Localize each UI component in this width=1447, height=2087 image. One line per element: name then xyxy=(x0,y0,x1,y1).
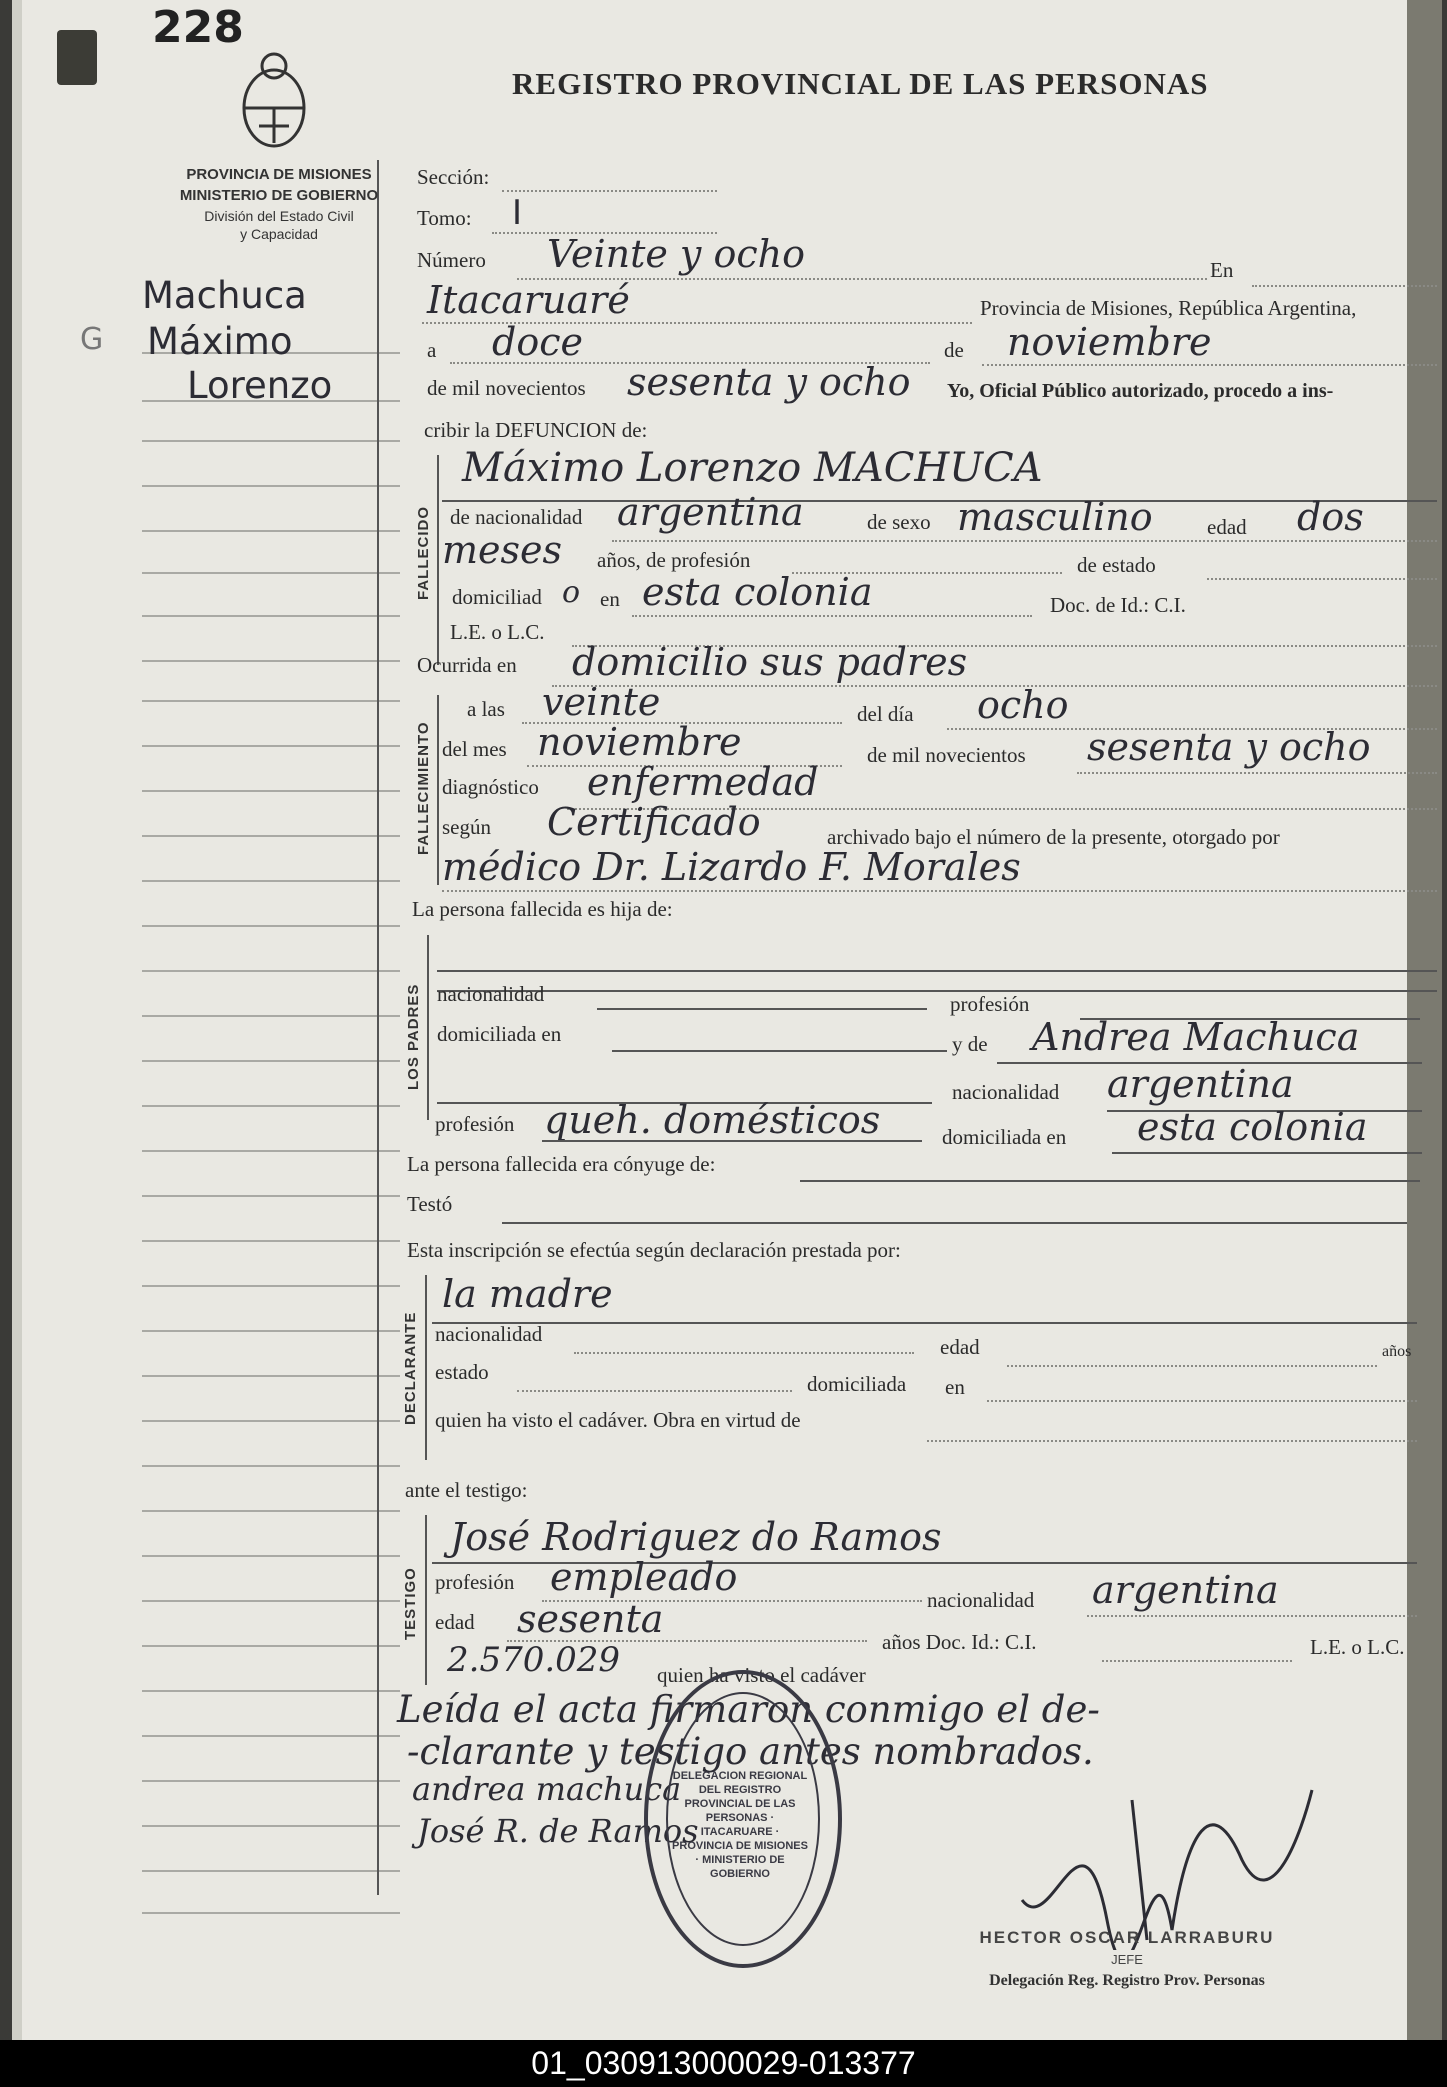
value-sexo: masculino xyxy=(957,495,1153,539)
value-testigo-profesion: empleado xyxy=(550,1555,738,1599)
label-sexo: de sexo xyxy=(867,510,931,534)
seal-text: DELEGACION REGIONAL DEL REGISTRO PROVINCIAL DE LAS PERSONAS · ITACARUARE · PROVINCIA DE MISIONES · MINISTERIO DE GOBIERNO xyxy=(672,1770,808,1880)
label-doc-id: Doc. de Id.: C.I. xyxy=(1050,593,1186,617)
label-diagnostico: diagnóstico xyxy=(442,775,539,799)
register-page xyxy=(12,0,1442,2040)
margin-first-name: Máximo xyxy=(147,320,293,363)
label-testo: Testó xyxy=(407,1192,453,1216)
label-ante-testigo: ante el testigo: xyxy=(405,1478,528,1502)
value-madre-profesion: queh. domésticos xyxy=(544,1098,881,1142)
value-anio-fall: sesenta y ocho xyxy=(1087,725,1371,769)
margin-divider xyxy=(377,160,379,1895)
value-mes-fall: noviembre xyxy=(537,720,742,764)
margin-middle-name: Lorenzo xyxy=(187,364,333,407)
value-dia-fall: ocho xyxy=(977,683,1069,727)
side-label-testigo: TESTIGO xyxy=(402,1567,419,1640)
side-label-declarante: DECLARANTE xyxy=(402,1311,419,1425)
margin-surname: Machuca xyxy=(142,274,307,317)
label-le-lc-testigo: L.E. o L.C. xyxy=(1310,1635,1405,1659)
label-en: En xyxy=(1210,258,1234,282)
value-dia: doce xyxy=(492,320,583,364)
label-quien-visto: quien ha visto el cadáver. Obra en virtud de xyxy=(435,1408,801,1432)
label-del-mes: del mes xyxy=(442,737,507,761)
label-nacionalidad-testigo: nacionalidad xyxy=(927,1588,1035,1612)
label-de-estado: de estado xyxy=(1077,553,1156,577)
label-oficial: Yo, Oficial Público autorizado, procedo a ins- xyxy=(947,380,1334,402)
label-cribir: cribir la DEFUNCION de: xyxy=(424,418,648,442)
value-madre-nacionalidad: argentina xyxy=(1107,1062,1294,1106)
signatory-name: HECTOR OSCAR LARRABURU xyxy=(979,1928,1275,1947)
label-y-de: y de xyxy=(952,1032,988,1056)
side-label-fallecido: FALLECIDO xyxy=(415,506,432,600)
value-testigo-nacionalidad: argentina xyxy=(1092,1568,1279,1612)
value-lugar: Itacaruaré xyxy=(427,278,630,322)
signatory-role: JEFE xyxy=(1111,1952,1143,1967)
label-en-domicilio: en xyxy=(600,587,620,611)
label-tomo: Tomo: xyxy=(417,206,472,230)
value-madre-domicilio: esta colonia xyxy=(1137,1105,1368,1149)
label-segun: según xyxy=(442,815,491,839)
signatory-office: Delegación Reg. Registro Prov. Personas xyxy=(989,1972,1265,1989)
label-conyuge: La persona fallecida era cónyuge de: xyxy=(407,1152,716,1176)
label-anos-doc: años Doc. Id.: C.I. xyxy=(882,1630,1037,1654)
value-medico: médico Dr. Lizardo F. Morales xyxy=(442,845,1021,889)
label-de: de xyxy=(944,338,964,362)
label-estado-declarante: estado xyxy=(435,1360,489,1384)
stamp-number: 228 xyxy=(152,2,244,53)
official-signature-scrawl xyxy=(1012,1770,1322,1950)
value-nacionalidad: argentina xyxy=(617,490,804,534)
left-margin-letter: G xyxy=(80,322,104,357)
footer-caption: 01_030913000029-013377 xyxy=(0,2040,1447,2087)
ministry-name: MINISTERIO DE GOBIERNO xyxy=(179,187,379,204)
value-mes: noviembre xyxy=(1007,320,1212,364)
label-seccion: Sección: xyxy=(417,165,490,189)
value-domiciliado-o: o xyxy=(562,575,581,610)
declarant-signature: andrea machuca xyxy=(412,1770,682,1808)
label-edad-declarante: edad xyxy=(940,1335,980,1359)
label-numero: Número xyxy=(417,248,486,272)
value-declarante: la madre xyxy=(442,1272,613,1316)
value-segun: Certificado xyxy=(547,800,761,844)
side-label-padres: LOS PADRES xyxy=(405,983,422,1090)
label-edad-testigo: edad xyxy=(435,1610,475,1634)
value-testigo-ci: 2.570.029 xyxy=(447,1640,621,1680)
tab-marker xyxy=(57,30,97,85)
value-testigo-edad: sesenta xyxy=(517,1597,664,1641)
label-nacionalidad-declarante: nacionalidad xyxy=(435,1322,543,1346)
value-edad: dos xyxy=(1297,495,1364,539)
closing-line-2: -clarante y testigo antes nombrados. xyxy=(407,1730,1094,1773)
value-diagnostico: enfermedad xyxy=(587,760,819,804)
label-hija-de: La persona fallecida es hija de: xyxy=(412,897,673,921)
closing-line-1: Leída el acta firmaron conmigo el de- xyxy=(397,1688,1100,1731)
label-profesion-testigo: profesión xyxy=(435,1570,515,1594)
label-provincia: Provincia de Misiones, República Argentina, xyxy=(980,296,1357,320)
official-seal xyxy=(644,1670,842,1968)
coat-of-arms-icon xyxy=(234,48,314,153)
label-anos-profesion: años, de profesión xyxy=(597,548,751,572)
binder-edge xyxy=(1407,0,1442,2040)
label-de-mil-novecientos: de mil novecientos xyxy=(427,376,586,400)
label-a-las: a las xyxy=(467,697,505,721)
label-a: a xyxy=(427,338,437,362)
label-del-dia: del día xyxy=(857,702,914,726)
label-nacionalidad: de nacionalidad xyxy=(450,505,583,529)
label-inscripcion: Esta inscripción se efectúa según declaración prestada por: xyxy=(407,1238,901,1262)
value-tomo: I xyxy=(512,193,523,233)
label-quien-cadaver: quien ha visto el cadáver xyxy=(657,1663,866,1687)
value-domicilio: esta colonia xyxy=(642,570,873,614)
value-fallecido: Máximo Lorenzo MACHUCA xyxy=(462,445,1043,491)
value-ocurrida: domicilio sus padres xyxy=(572,640,968,684)
label-nacionalidad-madre: nacionalidad xyxy=(952,1080,1060,1104)
label-anos-declarante: años xyxy=(1382,1343,1412,1360)
label-ocurrida: Ocurrida en xyxy=(417,653,517,677)
label-profesion-madre: profesión xyxy=(435,1112,515,1136)
label-nacionalidad-padre: nacionalidad xyxy=(437,982,545,1006)
label-domiciliada-declarante: domiciliada xyxy=(807,1372,907,1396)
witness-signature: José R. de Ramos xyxy=(417,1812,699,1850)
value-hora: veinte xyxy=(542,680,661,724)
value-numero: Veinte y ocho xyxy=(547,232,805,276)
document-title: REGISTRO PROVINCIAL DE LAS PERSONAS xyxy=(512,66,1209,101)
value-edad-unidad: meses xyxy=(442,528,563,572)
label-mil-novecientos: de mil novecientos xyxy=(867,743,1026,767)
side-label-fallecimiento: FALLECIMIENTO xyxy=(415,721,432,855)
label-en-declarante: en xyxy=(945,1375,965,1399)
value-testigo: José Rodriguez do Ramos xyxy=(450,1515,942,1559)
label-le-lc: L.E. o L.C. xyxy=(450,620,545,644)
division-line-1: División del Estado Civil xyxy=(204,208,354,224)
division-line-2: y Capacidad xyxy=(240,226,318,242)
value-anio: sesenta y ocho xyxy=(627,360,911,404)
province-name: PROVINCIA DE MISIONES xyxy=(186,166,372,183)
label-domiciliado: domiciliad xyxy=(452,585,542,609)
label-profesion-padre: profesión xyxy=(950,992,1030,1016)
label-domiciliada-padre: domiciliada en xyxy=(437,1022,562,1046)
label-archivado: archivado bajo el número de la presente, otorgado por xyxy=(827,825,1280,849)
label-domiciliada-madre: domiciliada en xyxy=(942,1125,1067,1149)
label-edad: edad xyxy=(1207,515,1247,539)
value-madre: Andrea Machuca xyxy=(1032,1015,1360,1059)
